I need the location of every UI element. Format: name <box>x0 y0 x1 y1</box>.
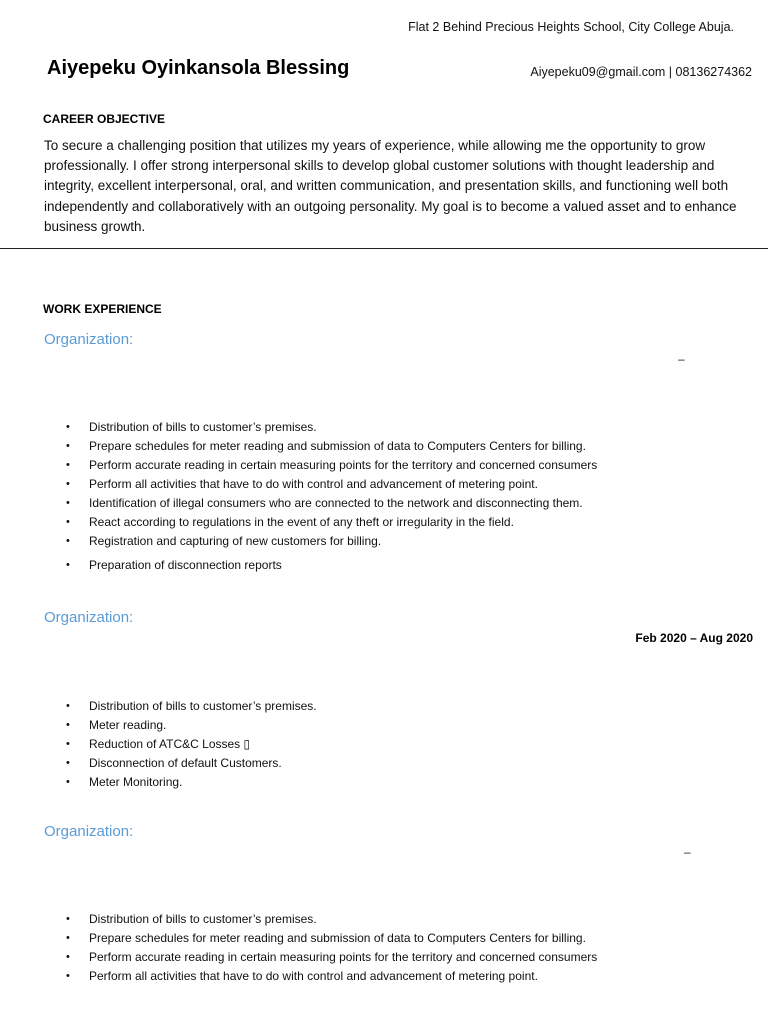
duties-list <box>0 910 597 986</box>
career-objective-text: To secure a challenging position that utilizes my years of experience, while allowing me the opportunity to grow professionally. I offer strong interpersonal skills to develop global customer solutions with thought leadership and integrity, excellent interpersonal, oral, and written communication, and presentation skills, and functioning well both independently and collaboratively with an outgoing personality. My goal is to become a valued asset and to enhance business growth. <box>44 138 737 234</box>
job-dates: Feb 2020 – Aug 2020 <box>635 631 753 645</box>
list-item: • Perform all activities that have to do with control and advancement of metering point. <box>0 475 597 494</box>
list-item: • Registration and capturing of new customers for billing. <box>0 532 597 551</box>
list-item: • Preparation of disconnection reports <box>0 556 597 575</box>
list-item: • Identification of illegal consumers who are connected to the network and disconnecting them. <box>0 494 597 513</box>
list-item: • Distribution of bills to customer’s premises. <box>0 910 597 929</box>
list-item: • Reduction of ATC&C Losses ▯ <box>0 735 317 754</box>
list-item: • Meter reading. <box>0 716 317 735</box>
job-dates: – <box>678 352 685 366</box>
address: Flat 2 Behind Precious Heights School, City College Abuja. <box>408 20 734 34</box>
list-item: • Perform accurate reading in certain measuring points for the territory and concerned consumers <box>0 948 597 967</box>
list-item: • Prepare schedules for meter reading and submission of data to Computers Centers for billing. <box>0 929 597 948</box>
list-item: • Distribution of bills to customer’s premises. <box>0 697 317 716</box>
list-item: • Meter Monitoring. <box>0 773 317 792</box>
list-item: • React according to regulations in the event of any theft or irregularity in the field. <box>0 513 597 532</box>
job-dates: – <box>684 845 691 859</box>
list-item: • Distribution of bills to customer’s premises. <box>0 418 597 437</box>
candidate-name: Aiyepeku Oyinkansola Blessing <box>47 57 350 79</box>
career-objective-heading: CAREER OBJECTIVE <box>43 112 166 126</box>
contact-info: Aiyepeku09@gmail.com | 08136274362 <box>530 65 752 79</box>
duties-list <box>0 418 597 575</box>
list-item: • Disconnection of default Customers. <box>0 754 317 773</box>
work-experience-heading: WORK EXPERIENCE <box>43 302 162 316</box>
organization-label: Organization: <box>44 609 134 626</box>
organization-label: Organization: <box>44 331 134 348</box>
list-item: • Perform accurate reading in certain measuring points for the territory and concerned consumers <box>0 456 597 475</box>
organization-label: Organization: <box>44 823 134 840</box>
list-item: • Perform all activities that have to do with control and advancement of metering point. <box>0 967 597 986</box>
duties-list <box>0 697 317 792</box>
section-divider <box>0 248 768 249</box>
list-item: • Prepare schedules for meter reading and submission of data to Computers Centers for billing. <box>0 437 597 456</box>
